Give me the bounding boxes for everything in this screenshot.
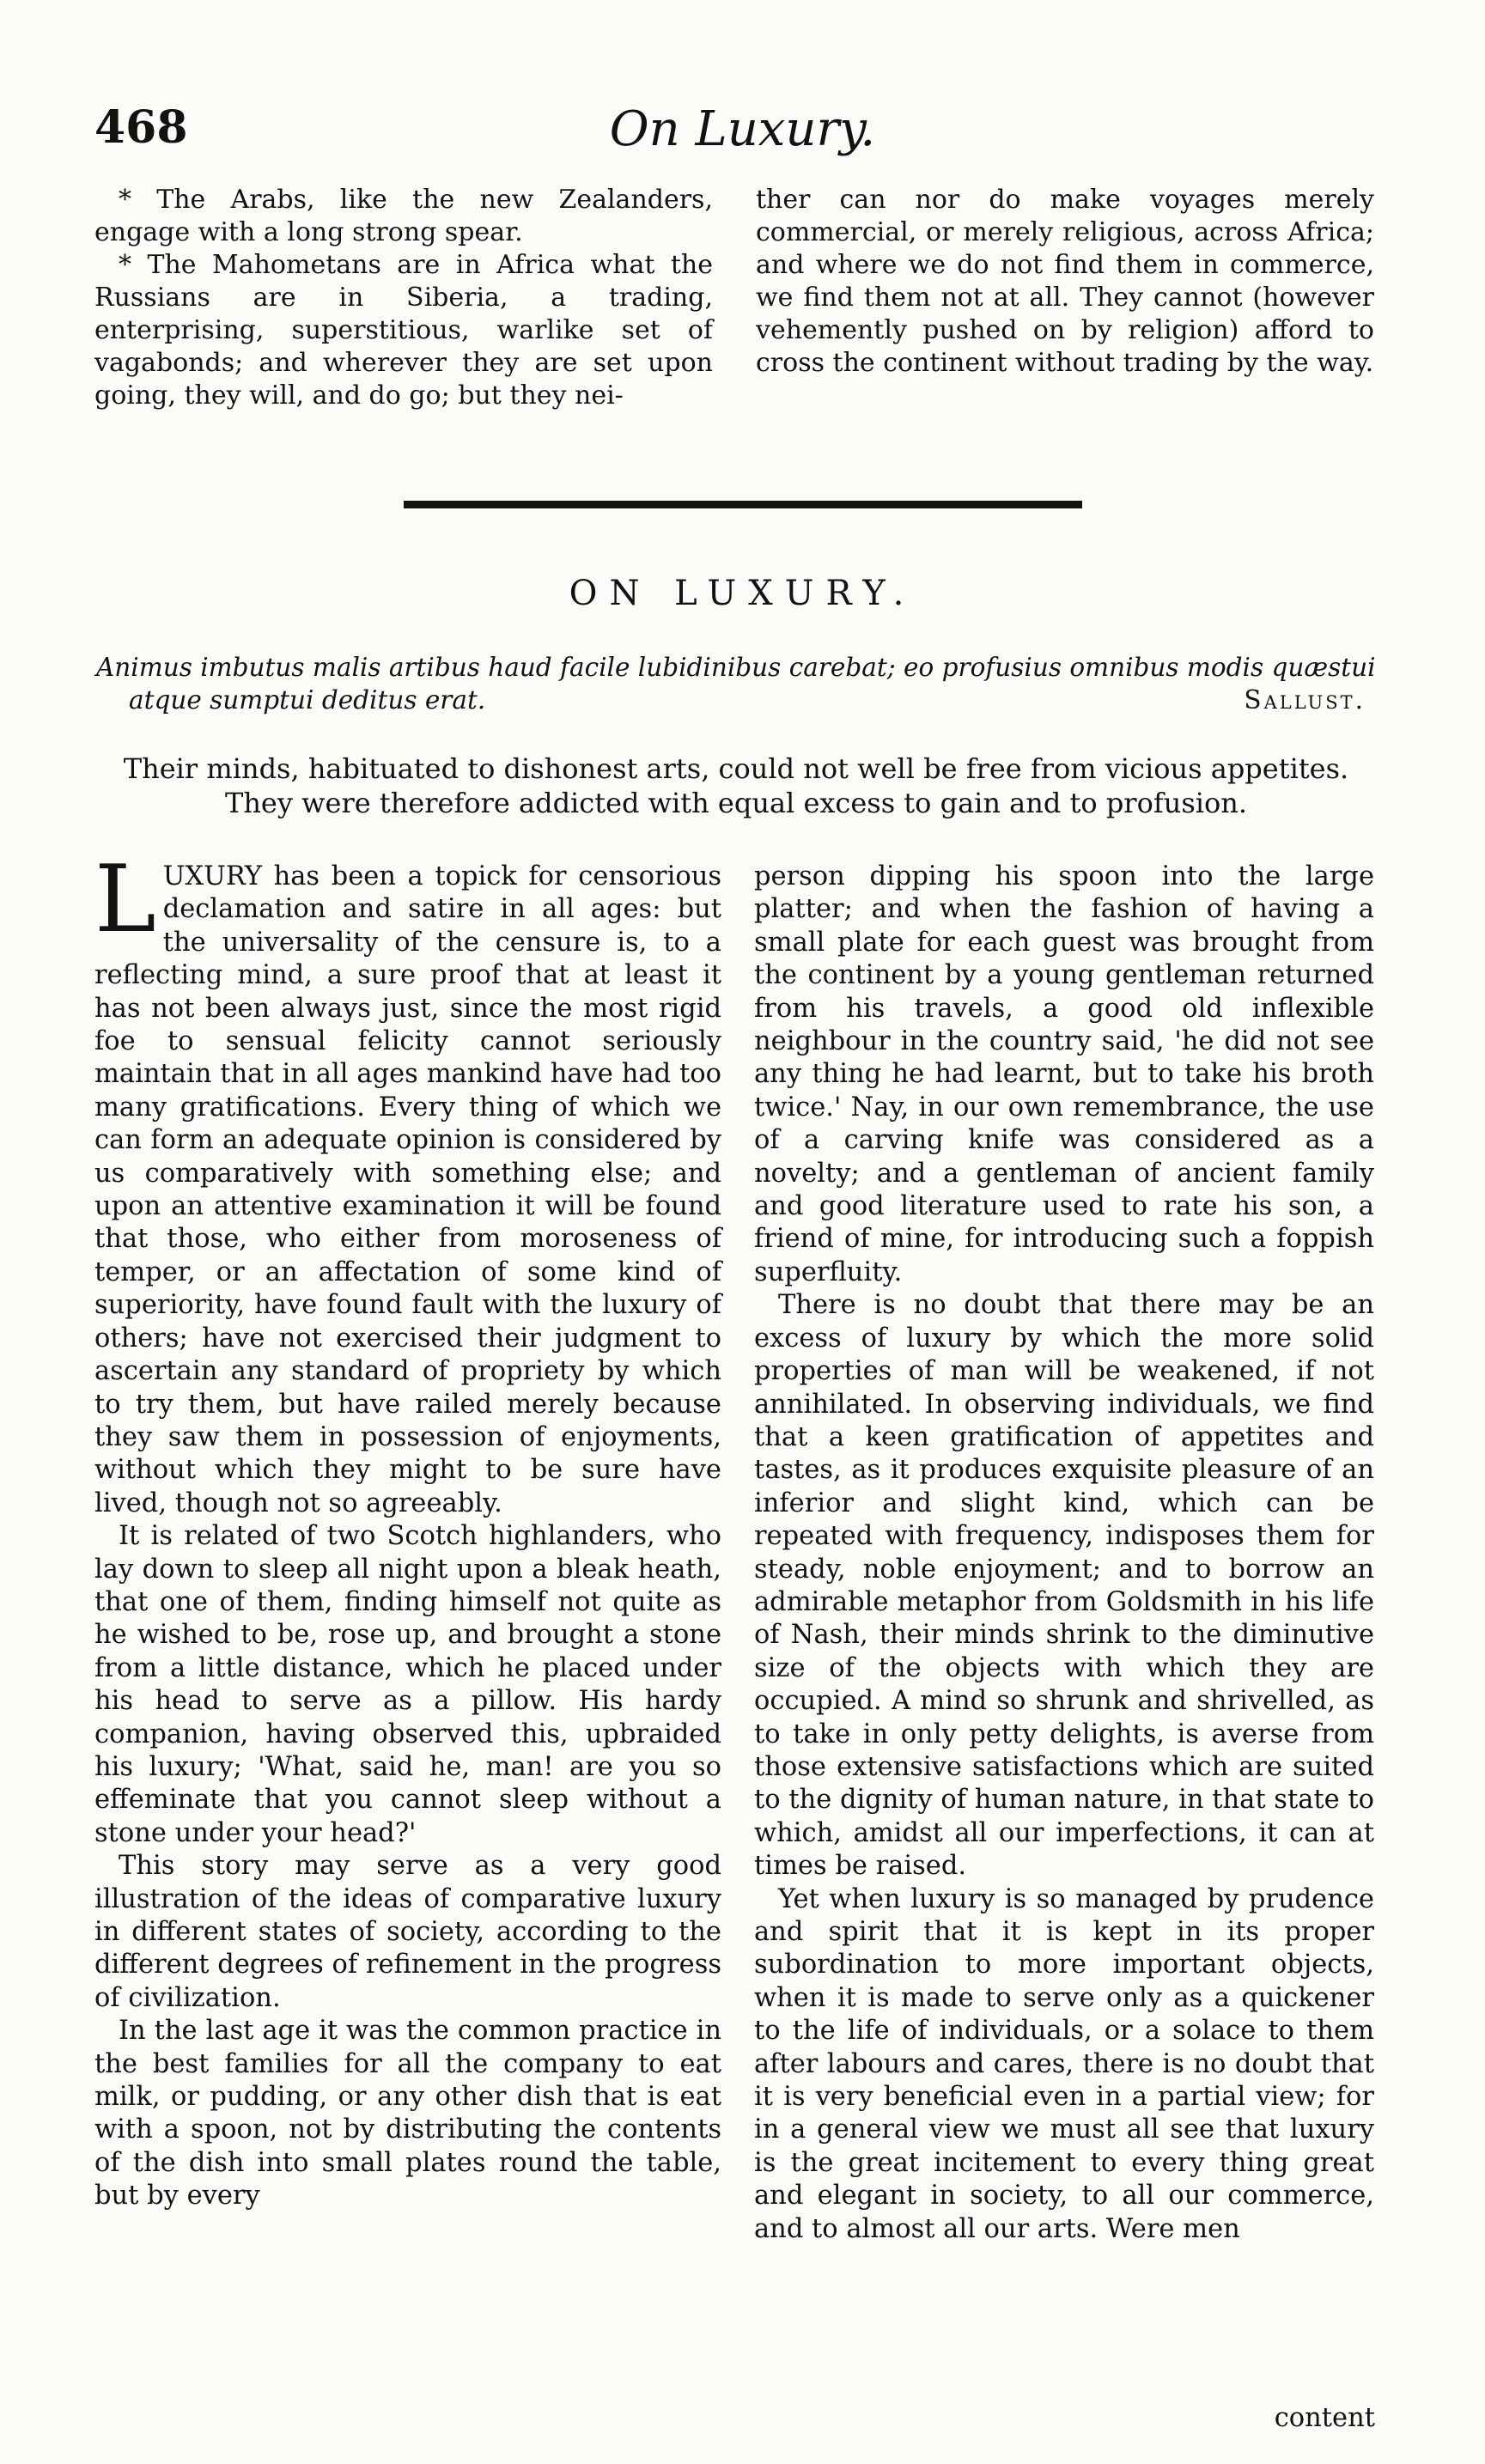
epigraph-attribution: Sallust.	[1244, 685, 1366, 715]
footnotes-left-column	[94, 184, 713, 412]
latin-epigraph	[96, 651, 1376, 716]
paragraph-highlanders: It is related of two Scotch highlanders, who lay down to sleep all night upon a bleak heath, that one of them, finding himself not quite as he wished to be, rose up, and brought a stone from a little distance, which he placed under his head to serve as a pillow. His hardy companion, having observed this, upbraided his luxury; 'What, said he, man! are you so effeminate that you cannot sleep without a stone under your head?'	[94, 1521, 721, 1848]
translation-line-1: Their minds, habituated to dishonest arts, could not well be free from vicious appetites.	[123, 752, 1349, 785]
paragraph-excess-of-luxury: There is no doubt that there may be an excess of luxury by which the more solid properties of man will be weakened, if not annihilated. In observing individuals, we find that a keen gratification of appetites and tastes, as it produces exquisite pleasure of an inferior and slight kind, which can be repeated with frequency, indisposes them for steady, noble enjoyment; and to borrow an admirable metaphor from Goldsmith in his life of Nash, their minds shrink to the diminutive size of the objects with which they are occupied. A mind so shrunk and shrivelled, as to take in only petty delights, is averse from those extensive satisfactions which are suited to the dignity of human nature, in that state to which, amidst all our imperfections, it can at times be raised.	[754, 1290, 1375, 1882]
footnote-continuation: ther can nor do make voyages merely commercial, or merely religious, across Africa; and where we do not find them in commerce, we find them not at all. They cannot (however vehemently pushed on by religion) afford to cross the continent without trading by the way.	[756, 185, 1374, 378]
footnote-mahometans: * The Mahometans are in Africa what the Russians are in Siberia, a trading, enterprising, superstitious, warlike set of vagabonds; and wherever they are set upon going, they will, and do go; but they nei-	[94, 250, 713, 411]
translation-line-2: They were therefore addicted with equal excess to gain and to profusion.	[224, 787, 1248, 819]
epigraph-translation	[96, 751, 1376, 820]
body-left-column	[94, 846, 721, 2213]
epigraph-line-2: atque sumptui deditus erat.	[129, 685, 486, 715]
section-divider-rule	[404, 501, 1082, 508]
running-title: On Luxury.	[609, 101, 876, 157]
article-title: ON LUXURY.	[569, 574, 916, 613]
paragraph-managed-luxury: Yet when luxury is so managed by prudence and spirit that it is kept in its proper subordination to more important objects, when it is made to serve only as a quickener to the life of individuals, or a solace to them after labours and cares, there is no doubt that it is very beneficial even in a partial view; for in a general view we must all see that luxury is the great incitement to every thing great and elegant in society, to all our commerce, and to almost all our arts. Were men	[754, 1883, 1374, 2244]
drop-cap: L	[94, 846, 156, 953]
catchword: content	[1274, 2403, 1375, 2433]
paragraph-luxury-intro	[94, 846, 721, 1520]
body-right-column	[754, 861, 1374, 2246]
footnotes-right-column	[756, 184, 1374, 380]
paragraph-spoon-continuation: person dipping his spoon into the large platter; and when the fashion of having a small plate for each guest was brought from the continent by a young gentleman returned from his travels, a good old inflexible neighbour in the country said, 'he did not see any thing he had learnt, but to take his broth twice.' Nay, in our own remembrance, the use of a carving knife was considered as a novelty; and a gentleman of ancient family and good literature used to rate his son, a friend of mine, for introducing such a foppish superfluity.	[754, 861, 1374, 1287]
running-head	[94, 101, 1391, 161]
paragraph-story-illustration: This story may serve as a very good illustration of the ideas of comparative luxury in different states of society, according to the different degrees of refinement in the progress of civilization.	[94, 1851, 721, 2013]
page-number: 468	[94, 101, 188, 154]
paragraph-last-age: In the last age it was the common practice in the best families for all the company to eat milk, or pudding, or any other dish that is eat with a spoon, not by distributing the contents of the dish into small plates round the table, but by every	[94, 2016, 721, 2212]
paragraph-luxury-intro-text: UXURY has been a topick for censorious declamation and satire in all ages: but the universality of the censure is, to a reflecting mind, a sure proof that at least it has not been always just, since the most rigid foe to sensual felicity cannot seriously maintain that in all ages mankind have had too many gratifications. Every thing of which we can form an adequate opinion is considered by us comparatively with something else; and upon an attentive examination it will be found that those, who either from moroseness of temper, or an affectation of some kind of superiority, have found fault with the luxury of others; have not exercised their judgment to ascertain any standard of propriety by which to try them, but have railed merely because they saw them in possession of enjoyments, without which they might to be sure have lived, though not so agreeably.	[94, 861, 721, 1518]
epigraph-line-1: Animus imbutus malis artibus haud facile lubidinibus carebat; eo profusius omnibus modis quæstui	[96, 653, 1376, 682]
footnote-arabs: * The Arabs, like the new Zealanders, engage with a long strong spear.	[94, 185, 713, 247]
